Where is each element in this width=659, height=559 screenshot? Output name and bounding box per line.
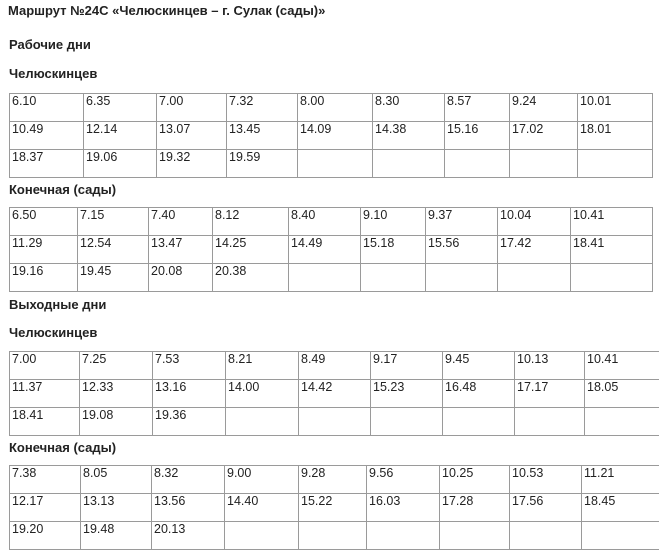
- table-row: [10, 466, 659, 494]
- table-row: [10, 122, 653, 150]
- departure-time-cell: 19.59: [227, 150, 298, 178]
- departure-time-cell: 7.00: [157, 94, 227, 122]
- departure-time-cell: 7.53: [153, 352, 226, 380]
- section-heading-weekdays: Рабочие дни: [9, 37, 91, 52]
- table-row: [10, 380, 659, 408]
- departure-time-cell: [226, 408, 299, 436]
- stop-heading: Челюскинцев: [9, 325, 98, 340]
- departure-time-cell: 14.25: [213, 236, 289, 264]
- table-row: [10, 522, 659, 550]
- departure-time-cell: 14.00: [226, 380, 299, 408]
- departure-time-cell: 10.04: [498, 208, 571, 236]
- departure-time-cell: 9.10: [361, 208, 426, 236]
- departure-time-cell: 7.32: [227, 94, 298, 122]
- departure-time-cell: 13.07: [157, 122, 227, 150]
- departure-time-cell: [289, 264, 361, 292]
- departure-time-cell: 8.49: [299, 352, 371, 380]
- departure-time-cell: 17.42: [498, 236, 571, 264]
- table-row: [10, 408, 659, 436]
- departure-time-cell: 19.08: [80, 408, 153, 436]
- departure-time-cell: 15.56: [426, 236, 498, 264]
- departure-time-cell: 13.47: [149, 236, 213, 264]
- departure-time-cell: 13.45: [227, 122, 298, 150]
- stop-heading: Конечная (сады): [9, 440, 117, 455]
- departure-time-cell: [578, 150, 653, 178]
- departure-time-cell: 19.20: [10, 522, 81, 550]
- departure-time-cell: [225, 522, 299, 550]
- departure-time-cell: [426, 264, 498, 292]
- departure-time-cell: 15.23: [371, 380, 443, 408]
- timetable: [9, 93, 653, 178]
- departure-time-cell: 14.49: [289, 236, 361, 264]
- departure-time-cell: 13.16: [153, 380, 226, 408]
- departure-time-cell: 8.21: [226, 352, 299, 380]
- departure-time-cell: [510, 522, 582, 550]
- departure-time-cell: 14.42: [299, 380, 371, 408]
- departure-time-cell: 19.16: [10, 264, 78, 292]
- departure-time-cell: 8.12: [213, 208, 289, 236]
- departure-time-cell: 6.35: [84, 94, 157, 122]
- departure-time-cell: 20.38: [213, 264, 289, 292]
- departure-time-cell: [361, 264, 426, 292]
- departure-time-cell: 10.41: [571, 208, 653, 236]
- departure-time-cell: 8.05: [81, 466, 152, 494]
- departure-time-cell: [298, 150, 373, 178]
- table-row: [10, 352, 659, 380]
- timetable: [9, 351, 659, 436]
- departure-time-cell: 17.02: [510, 122, 578, 150]
- departure-time-cell: [367, 522, 440, 550]
- departure-time-cell: [510, 150, 578, 178]
- departure-time-cell: 12.33: [80, 380, 153, 408]
- table-row: [10, 494, 659, 522]
- departure-time-cell: 19.06: [84, 150, 157, 178]
- departure-time-cell: [571, 264, 653, 292]
- table-row: [10, 264, 653, 292]
- departure-time-cell: 15.16: [445, 122, 510, 150]
- departure-time-cell: 17.17: [515, 380, 585, 408]
- departure-time-cell: 6.10: [10, 94, 84, 122]
- departure-time-cell: [443, 408, 515, 436]
- table-row: [10, 208, 653, 236]
- table-row: [10, 94, 653, 122]
- departure-time-cell: 9.00: [225, 466, 299, 494]
- departure-time-cell: 19.32: [157, 150, 227, 178]
- departure-time-cell: [440, 522, 510, 550]
- departure-time-cell: [498, 264, 571, 292]
- departure-time-cell: 17.28: [440, 494, 510, 522]
- departure-time-cell: 18.05: [585, 380, 659, 408]
- departure-time-cell: 10.13: [515, 352, 585, 380]
- departure-time-cell: 18.01: [578, 122, 653, 150]
- timetable: [9, 465, 659, 550]
- departure-time-cell: 19.36: [153, 408, 226, 436]
- departure-time-cell: [585, 408, 659, 436]
- departure-time-cell: 15.22: [299, 494, 367, 522]
- departure-time-cell: 10.01: [578, 94, 653, 122]
- departure-time-cell: 9.56: [367, 466, 440, 494]
- departure-time-cell: 17.56: [510, 494, 582, 522]
- departure-time-cell: 19.45: [78, 264, 149, 292]
- departure-time-cell: 16.48: [443, 380, 515, 408]
- departure-time-cell: 7.00: [10, 352, 80, 380]
- departure-time-cell: 16.03: [367, 494, 440, 522]
- departure-time-cell: 11.21: [582, 466, 659, 494]
- table-row: [10, 236, 653, 264]
- section-heading-weekends: Выходные дни: [9, 297, 107, 312]
- departure-time-cell: 18.41: [571, 236, 653, 264]
- departure-time-cell: 20.13: [152, 522, 225, 550]
- departure-time-cell: 8.32: [152, 466, 225, 494]
- departure-time-cell: 10.49: [10, 122, 84, 150]
- departure-time-cell: 18.45: [582, 494, 659, 522]
- departure-time-cell: 15.18: [361, 236, 426, 264]
- departure-time-cell: 10.25: [440, 466, 510, 494]
- stop-heading: Конечная (сады): [9, 182, 117, 197]
- departure-time-cell: 19.48: [81, 522, 152, 550]
- departure-time-cell: 6.50: [10, 208, 78, 236]
- departure-time-cell: 13.56: [152, 494, 225, 522]
- table-row: [10, 150, 653, 178]
- departure-time-cell: [515, 408, 585, 436]
- departure-time-cell: 14.38: [373, 122, 445, 150]
- departure-time-cell: 9.17: [371, 352, 443, 380]
- departure-time-cell: [582, 522, 659, 550]
- departure-time-cell: 7.15: [78, 208, 149, 236]
- departure-time-cell: 11.37: [10, 380, 80, 408]
- departure-time-cell: 14.09: [298, 122, 373, 150]
- departure-time-cell: 12.17: [10, 494, 81, 522]
- departure-time-cell: 9.45: [443, 352, 515, 380]
- timetable: [9, 207, 653, 292]
- route-title: Маршрут №24С «Челюскинцев – г. Сулак (сады)»: [8, 3, 326, 18]
- departure-time-cell: 7.38: [10, 466, 81, 494]
- departure-time-cell: 8.57: [445, 94, 510, 122]
- departure-time-cell: 8.30: [373, 94, 445, 122]
- departure-time-cell: 12.54: [78, 236, 149, 264]
- departure-time-cell: 9.37: [426, 208, 498, 236]
- departure-time-cell: 8.40: [289, 208, 361, 236]
- departure-time-cell: 8.00: [298, 94, 373, 122]
- departure-time-cell: 12.14: [84, 122, 157, 150]
- departure-time-cell: 10.53: [510, 466, 582, 494]
- departure-time-cell: 9.28: [299, 466, 367, 494]
- departure-time-cell: 10.41: [585, 352, 659, 380]
- departure-time-cell: 13.13: [81, 494, 152, 522]
- departure-time-cell: 11.29: [10, 236, 78, 264]
- departure-time-cell: 18.37: [10, 150, 84, 178]
- departure-time-cell: [299, 522, 367, 550]
- departure-time-cell: [371, 408, 443, 436]
- departure-time-cell: 7.25: [80, 352, 153, 380]
- departure-time-cell: 7.40: [149, 208, 213, 236]
- departure-time-cell: [445, 150, 510, 178]
- departure-time-cell: 14.40: [225, 494, 299, 522]
- departure-time-cell: 18.41: [10, 408, 80, 436]
- departure-time-cell: [299, 408, 371, 436]
- departure-time-cell: [373, 150, 445, 178]
- stop-heading: Челюскинцев: [9, 66, 98, 81]
- departure-time-cell: 20.08: [149, 264, 213, 292]
- departure-time-cell: 9.24: [510, 94, 578, 122]
